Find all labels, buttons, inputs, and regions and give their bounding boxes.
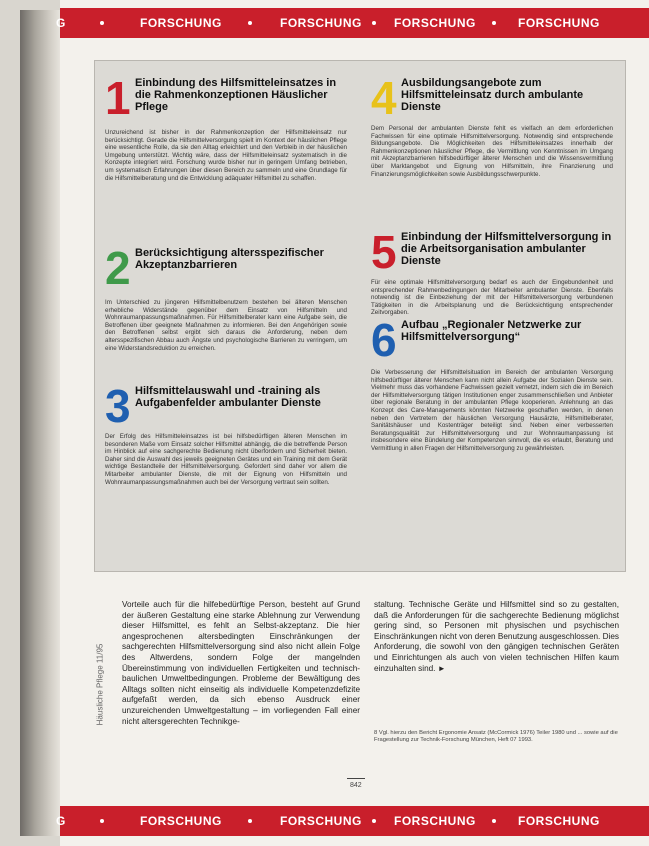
footer-band: [56, 806, 649, 836]
section-6: [371, 314, 613, 557]
section-body: Der Erfolg des Hilfsmitteleinsatzes ist bei hilfsbedürftigen älteren Menschen im besonderen Maße vom Einsatz solcher Hilfsmittel abhängig, die die betreffende Person im Hinblick auf eine sachgerechte Bedienung nicht überfordern und Sicherheit bieten. Daher sind die Auswahl des jeweils geeigneten Gerätes und ein Training mit dem Gerät wichtige Bestandteile der Hilfsmittelversorgung. Gefordert sind daher vor allem die Mitarbeiter ambulanter Dienste, die mit der Eignung von Hilfsmitteln und Wohnraumanpassungsmaßnahmen auch bei der Versorgung vertraut sein sollten.: [105, 433, 347, 486]
end-of-article-mark: ►: [437, 663, 446, 673]
header-word: FORSCHUNG: [394, 16, 476, 30]
footer-word: FORSCHUNG: [280, 814, 362, 828]
side-label: [94, 610, 106, 760]
footer-dot: [372, 819, 376, 823]
header-dot: [100, 21, 104, 25]
footer-dot: [248, 819, 252, 823]
section-1: [105, 72, 347, 237]
section-number: 1: [105, 72, 131, 124]
section-body: Dem Personal der ambulanten Dienste fehlt es vielfach an dem erforderlichen Fachwissen für eine optimale Hilfsmittelversorgung. Notwendig sind entsprechende Bildungsangebote. Die Möglichkeiten des Hilfsmitteleinsatzes innerhalb der Rahmenkonzeptionen häuslicher Pflege, die Vermittlung von Kenntnissen im Umgang mit Akzeptanzbarrieren hilfsbedürftiger älterer Menschen und die Wissensvermittlung über Marktangebot und Eignung von Hilfsmitteln, ihre Finanzierung und Finanzierungsmöglichkeiten sowie Ausbildungsschwerpunkte.: [371, 125, 613, 178]
section-title: Aufbau „Regionaler Netzwerke zur Hilfsmittelversorgung“: [401, 319, 582, 343]
section-body: Die Verbesserung der Hilfsmittelsituation im Bereich der ambulanten Versorgung hilfsbedürftiger älterer Menschen kann nicht allein Aufgabe der Sozialen Dienste sein. Vielmehr muss das vorhandene Fachwissen gezielt vernetzt, indem sich die im Bereich der Hilfsmittelversorgung tätigen Institutionen enger zusammenschließen und Anbieter über regionale Beratung in der ambulanten Pflege kooperieren. Anlehnung an das Konzept des Care-Managements könnten Netzwerke geschaffen werden, in denen neben den Vertretern der häuslichen Versorgung Hausärzte, Hilfsmittelberater, Sanitätshäuser und Kostenträger beteiligt sind. Neben einer verbesserten Beratungsqualität zur Hilfsmittelversorgung und zur Wohnraumanpassung ist insbesondere eine Bündelung der Kompetenzen sinnvoll, die es erlaubt, Beratung und Vermittlung in allen Fragen der Hilfsmittelversorgung zu gewährleisten.: [371, 369, 613, 452]
header-band: [56, 8, 649, 38]
section-title: Ausbildungsangebote zum Hilfsmitteleinsatz durch ambulante Dienste: [401, 77, 584, 113]
page-stack-edge: [20, 10, 64, 836]
section-body: Für eine optimale Hilfsmittelversorgung bedarf es auch der Eingebundenheit und entsprechender Rahmenbedingungen der Mitarbeiter ambulanter Dienste. Ebenfalls notwendig ist die Einbeziehung der mit der Hilfsmittelversorgung verbundenen Tätigkeiten in die Arbeitsplanung und die Berücksichtigung entsprechender Zeitvorgaben.: [371, 279, 613, 317]
section-number: 3: [105, 380, 131, 432]
section-5: [371, 226, 613, 317]
section-number: 4: [371, 72, 397, 124]
section-title: Hilfsmittelauswahl und -training als Aufgabenfelder ambulanter Dienste: [135, 385, 321, 409]
section-title: Einbindung des Hilfsmitteleinsatzes in die Rahmenkonzeptionen Häuslicher Pflege: [135, 77, 337, 113]
footer-fragment: G: [56, 814, 66, 828]
body-column-right: [374, 600, 619, 674]
body-column-left: [122, 600, 360, 727]
section-title: Berücksichtigung altersspezifischer Akzeptanzbarrieren: [135, 247, 324, 271]
section-2: [105, 242, 347, 375]
footer-dot: [100, 819, 104, 823]
header-word: FORSCHUNG: [518, 16, 600, 30]
header-dot: [492, 21, 496, 25]
footer-word: FORSCHUNG: [518, 814, 600, 828]
footer-word: FORSCHUNG: [394, 814, 476, 828]
footnote: 8 Vgl. hierzu den Bericht Ergonomie Ansatz (McCormick 1976) Teiler 1980 und ... sowie auf die Fragestellung zur Technik-Forschung München, Heft 07 1993.: [374, 730, 618, 743]
section-number: 2: [105, 242, 131, 294]
section-title: Einbindung der Hilfsmittelversorgung in die Arbeitsorganisation ambulanter Dienste: [401, 231, 612, 267]
section-4: [371, 72, 613, 223]
page-number: 842: [350, 782, 362, 789]
footer-dot: [492, 819, 496, 823]
column-text: staltung. Technische Geräte und Hilfsmittel sind so zu gestalten, daß die Anforderungen für die sachgerechte Bedienung möglichst gering sind, so Personen mit physischen und psychischen Einschränkungen nicht von deren Benutzung ausgeschlossen. Dies Anforderung, die sowohl von den gängigen technischen Geräten und Einrichtungen als auch von vielen technischen Hilfen kaum einzuhalten sind.: [374, 600, 619, 673]
column-text: Vorteile auch für die hilfebedürftige Person, besteht auf Grund der äußeren Gestaltung eine starke Ablehnung zur Verwendung dieser Hilfsmittel, es fehlt an Selbst-akzeptanz. Die hier angesprochenen altersbedingten Einschränkungen der sachgerechten Hilfsmittelversorgung sind also nicht allein Folge des Altwerdens, sondern Folge der mangelnden Übereinstimmung von individuellen Fertigkeiten und technisch-baulichen Umweltbedingungen. Probleme der Bewältigung des Alltags sollten nicht einseitig als individuelle Kompetenzdefizite aufgefaßt werden, da sich ebenso Ausdruck einer unzureichenden Umweltgestaltung – im vorliegenden Fall einer nicht altersgerechten Technikge-: [122, 600, 360, 726]
section-number: 6: [371, 314, 397, 366]
section-body: Im Unterschied zu jüngeren Hilfsmittelbenutzern bestehen bei älteren Menschen erhebliche Widerstände gegenüber dem Einsatz von Hilfsmitteln und Wohnraumanpassungsmaßnahmen. Für Hilfsmittelberater kann eine Aufgabe sein, die Betroffenen über geeignete Maßnahmen zu informieren. Bei den Angehörigen sowie den Betroffenen selbst ergibt sich daraus die Anforderung, neben dem altersspezifischen Abbau auch Ängste und psychologische Barrieren zu verringern, um eine Widerstandsreduktion zu erreichen.: [105, 299, 347, 352]
header-dot: [372, 21, 376, 25]
header-fragment: G: [56, 16, 66, 30]
footer-word: FORSCHUNG: [140, 814, 222, 828]
header-word: FORSCHUNG: [280, 16, 362, 30]
magazine-page: [56, 0, 649, 846]
section-body: Unzureichend ist bisher in der Rahmenkonzeption der Hilfsmitteleinsatz nur berücksichtigt. Gerade die Hilfsmittelversorgung spielt im Kontext der häuslichen Pflege eine wesentliche Rolle, da sie den Alltag erleichtert und den Verbleib in der häuslichen Umgebung unterstützt. Wichtig wäre, dass der Hilfsmitteleinsatz systematisch in die Konzepte integriert wird. Forschung wurde bisher nur in geringem Umfang betrieben, um systematisch Erfahrungen über diesen Bereich zu sammeln und eine Grundlage für die Hilfsmittelberatung und die Entwicklung adäquater Hilfsmittel zu schaffen.: [105, 129, 347, 182]
page-number-rule: [347, 778, 365, 779]
research-box-panel: [94, 60, 626, 572]
header-dot: [248, 21, 252, 25]
header-word: FORSCHUNG: [140, 16, 222, 30]
journal-issue-label: Häusliche Pflege 11/95: [95, 643, 105, 726]
section-3: [105, 380, 347, 559]
section-number: 5: [371, 226, 397, 278]
